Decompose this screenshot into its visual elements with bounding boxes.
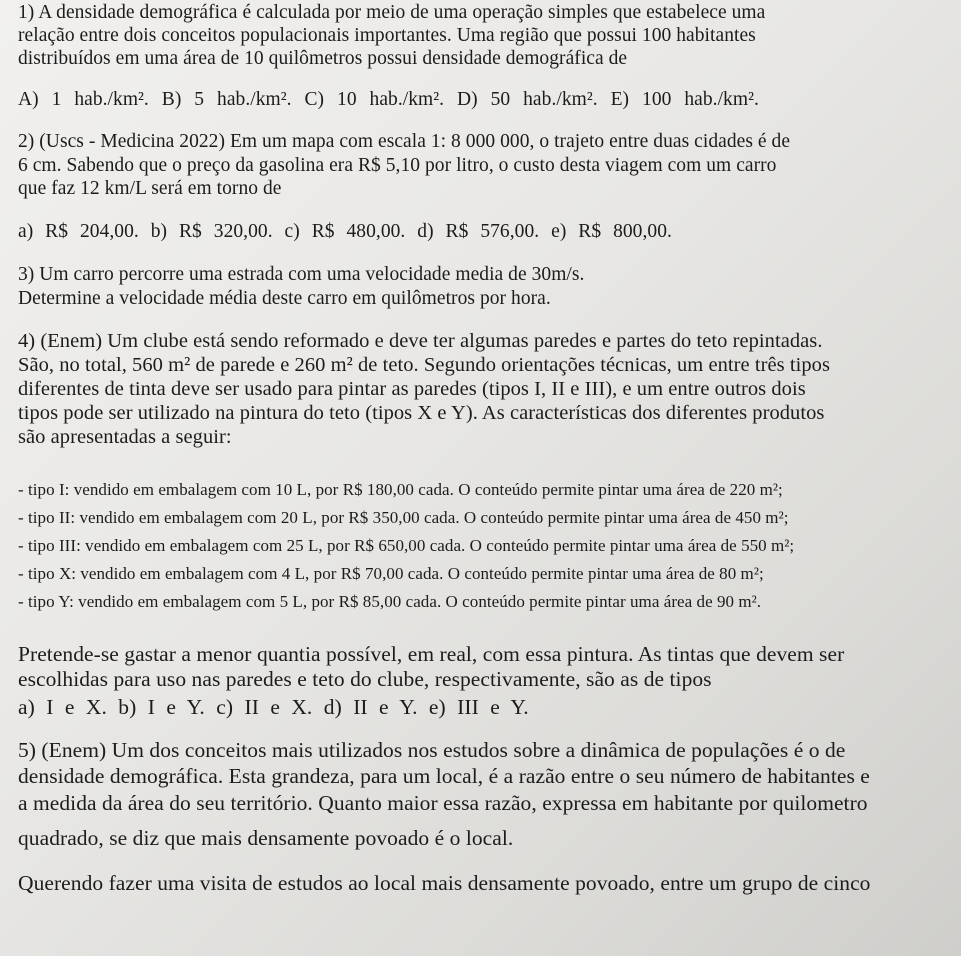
q4-line-3: diferentes de tinta deve ser usado para pintar as paredes (tipos I, II e III), e um entre outros dois (18, 378, 806, 400)
q1-line-2: relação entre dois conceitos populacionais importantes. Uma região que possui 100 habitantes (18, 25, 756, 46)
q4-closing-2: escolhidas para uso nas paredes e teto do clube, respectivamente, são as de tipos (18, 667, 712, 691)
q1-line-1: 1) A densidade demográfica é calculada por meio de uma operação simples que estabelece uma (18, 2, 766, 23)
q5-line-2: densidade demográfica. Esta grandeza, para um local, é a razão entre o seu número de habitantes e (18, 764, 870, 788)
q4-item-tipo-1: - tipo I: vendido em embalagem com 10 L, por R$ 180,00 cada. O conteúdo permite pintar uma área de 220 m²; (18, 480, 783, 499)
q2-line-1: 2) (Uscs - Medicina 2022) Em um mapa com escala 1: 8 000 000, o trajeto entre duas cidades é de (18, 131, 791, 152)
q3-line-1: 3) Um carro percorre uma estrada com uma velocidade media de 30m/s. (18, 264, 585, 285)
q4-closing-1: Pretende-se gastar a menor quantia possível, em real, com essa pintura. As tintas que devem ser (18, 642, 845, 666)
q4-line-5: são apresentadas a seguir: (18, 426, 232, 448)
q5-line-5: Querendo fazer uma visita de estudos ao local mais densamente povoado, entre um grupo de cinco (18, 871, 871, 895)
q4-line-2: São, no total, 560 m² de parede e 260 m² de teto. Segundo orientações técnicas, um entre três tipos (18, 354, 830, 376)
q4-item-tipo-x: - tipo X: vendido em embalagem com 4 L, por R$ 70,00 cada. O conteúdo permite pintar uma área de 80 m²; (18, 564, 764, 583)
q2-line-2: 6 cm. Sabendo que o preço da gasolina era R$ 5,10 por litro, o custo desta viagem com um carro (18, 155, 777, 176)
q4-line-4: tipos pode ser utilizado na pintura do teto (tipos X e Y). As características dos diferentes produtos (18, 402, 825, 424)
q5-line-4: quadrado, se diz que mais densamente povoado é o local. (18, 826, 514, 850)
q1-line-3: distribuídos em uma área de 10 quilômetros possui densidade demográfica de (18, 48, 628, 69)
q5-line-1: 5) (Enem) Um dos conceitos mais utilizados nos estudos sobre a dinâmica de populações é o de (18, 738, 846, 762)
q4-line-1: 4) (Enem) Um clube está sendo reformado e deve ter algumas paredes e partes do teto repintadas. (18, 330, 823, 352)
q1-options: A) 1 hab./km². B) 5 hab./km². C) 10 hab./km². D) 50 hab./km². E) 100 hab./km². (18, 89, 759, 110)
q4-options: a) I e X. b) I e Y. c) II e X. d) II e Y. e) III e Y. (18, 695, 529, 719)
q4-item-tipo-y: - tipo Y: vendido em embalagem com 5 L, por R$ 85,00 cada. O conteúdo permite pintar uma área de 90 m². (18, 592, 762, 611)
q2-line-3: que faz 12 km/L será em torno de (18, 178, 282, 199)
q3-line-2: Determine a velocidade média deste carro em quilômetros por hora. (18, 288, 551, 309)
q5-line-3: a medida da área do seu território. Quanto maior essa razão, expressa em habitante por quilometro (18, 791, 868, 815)
q4-item-tipo-2: - tipo II: vendido em embalagem com 20 L, por R$ 350,00 cada. O conteúdo permite pintar uma área de 450 m²; (18, 508, 789, 527)
q2-options: a) R$ 204,00. b) R$ 320,00. c) R$ 480,00. d) R$ 576,00. e) R$ 800,00. (18, 221, 672, 242)
q4-item-tipo-3: - tipo III: vendido em embalagem com 25 L, por R$ 650,00 cada. O conteúdo permite pintar uma área de 550 m²; (18, 536, 795, 555)
